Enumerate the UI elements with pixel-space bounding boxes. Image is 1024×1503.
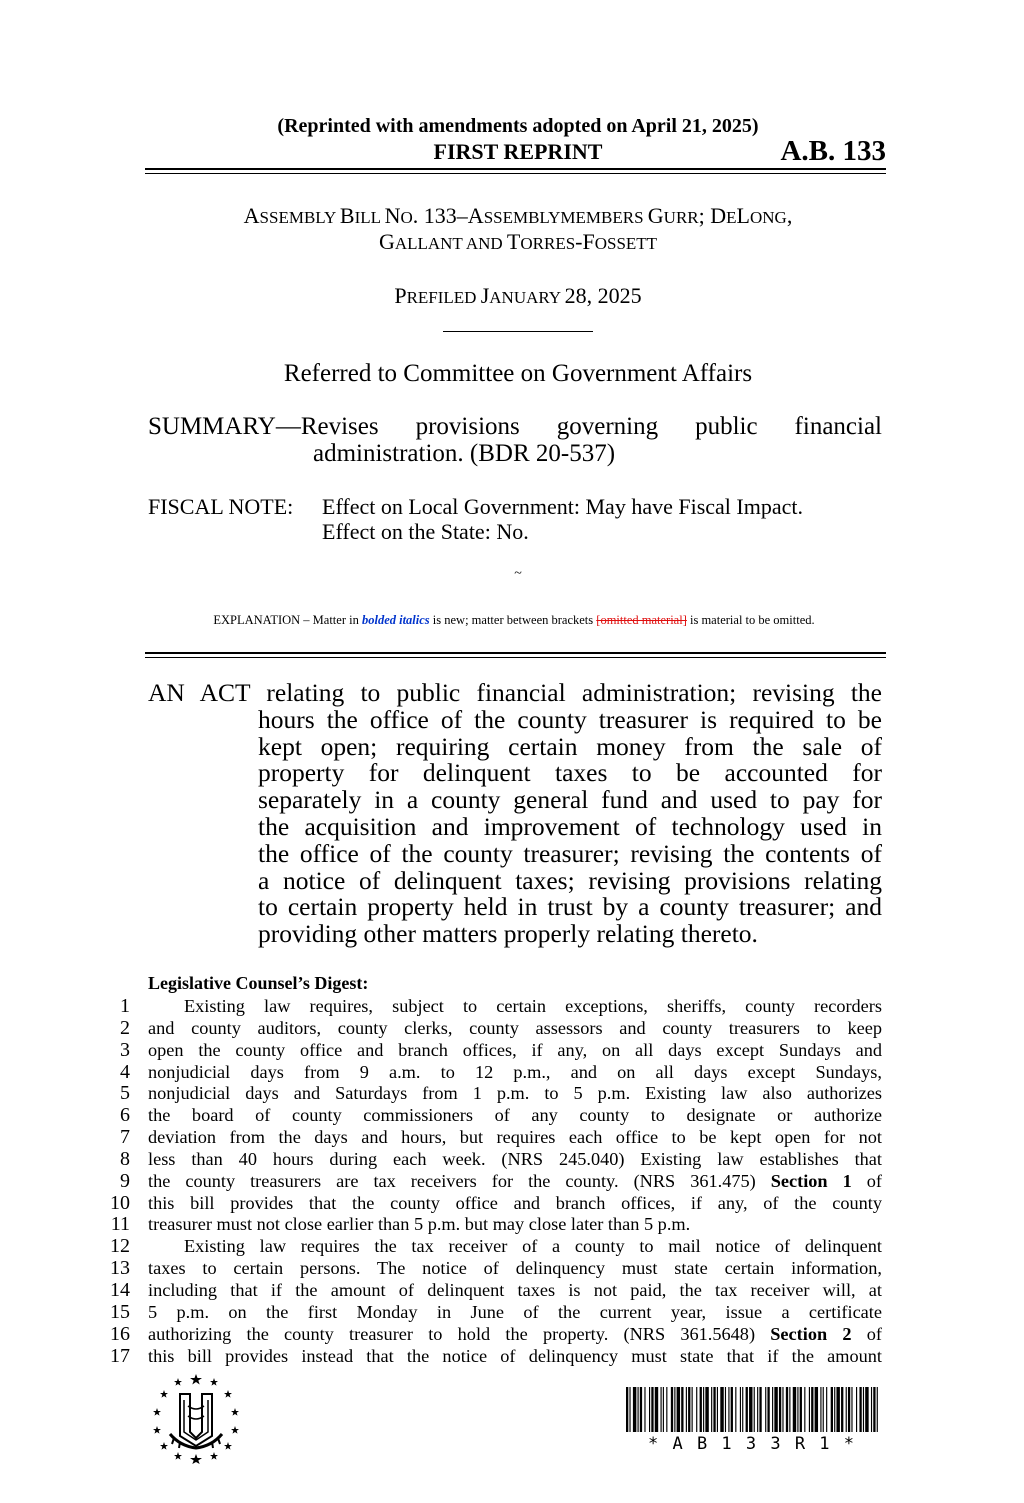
digest-line [100,1302,882,1324]
barcode-bar [655,1387,658,1432]
sponsor-line-1-part: B [339,203,355,228]
digest-line-text: Existing law requires the tax receiver of a county to mail notice of delinquent [184,1236,882,1257]
digest-text-post: of [851,1323,882,1344]
digest-line [100,1040,882,1062]
referred-committee: Referred to Committee on Government Affairs [283,360,753,387]
barcode-bar [705,1387,708,1432]
digest-text-pre: authorizing the county treasurer to hold the property. (NRS 361.5648) [148,1323,771,1344]
nevada-seal-logo [150,1372,242,1464]
barcode-bar [749,1387,752,1432]
barcode-bar [735,1387,736,1432]
digest-line-text: this bill provides instead that the notice of delinquency must state that if the amount [148,1345,882,1366]
fiscal-note-state: Effect on the State: No. [322,519,529,544]
barcode-bar [713,1387,715,1432]
barcode-label: * A B 1 3 3 R 1 * [648,1434,856,1454]
barcode-bar [836,1387,839,1432]
line-number: 17 [110,1344,130,1367]
act-title-line: a notice of delinquent taxes; revising provisions relating [258,865,882,895]
barcode-bar [859,1387,861,1432]
act-title-line: hours the office of the county treasurer is required to be [258,704,882,734]
barcode-bar [863,1387,864,1432]
line-number: 3 [120,1038,130,1061]
prefiled-part: 28, 2025 [564,283,642,308]
line-number: 1 [120,995,130,1017]
sponsor-line-1-part: URR [663,208,699,227]
barcode-bar [800,1387,802,1432]
bill-number: A.B. 133 [780,135,886,167]
barcode [626,1387,878,1432]
line-number: 6 [120,1104,130,1127]
digest-line [100,996,882,1018]
digest-line-text: treasurer must not close earlier than 5 p.m. but may close later than 5 p.m. [148,1214,691,1235]
barcode-bar [717,1387,718,1432]
header-rule-top [145,168,886,170]
line-number: 13 [110,1257,130,1280]
sponsor-line-1-part: SSEMBLY [259,208,340,227]
barcode-bar [811,1387,813,1432]
digest-line-text [148,1324,882,1346]
barcode-bar [674,1387,675,1432]
digest-body [100,996,882,1367]
barcode-bar [865,1387,868,1432]
barcode-bar [626,1387,628,1432]
digest-line [100,1127,882,1149]
barcode-bar [772,1387,773,1432]
line-number: 7 [120,1126,130,1149]
digest-line [100,1105,882,1127]
digest-line-text: nonjudicial days from 9 a.m. to 12 p.m., and on all days except Sundays, [148,1061,882,1082]
barcode-bar [877,1387,878,1432]
act-title-line: property for delinquent taxes to be accounted for [258,758,882,788]
digest-line-text: deviation from the days and hours, but requires each office to be kept open for not [148,1127,882,1148]
barcode-bar [661,1387,662,1432]
barcode-bar [782,1387,783,1432]
digest-line [100,1280,882,1302]
barcode-bar [649,1387,650,1432]
line-number: 4 [120,1060,130,1083]
prefiled-date [0,283,1024,309]
fiscal-note-label: FISCAL NOTE: [148,494,294,519]
barcode-bar [651,1387,653,1432]
line-number: 16 [110,1322,130,1345]
line-number: 2 [120,1016,130,1039]
explanation-suffix: is material to be omitted. [686,613,815,627]
explanation-middle: is new; matter between brackets [429,613,597,627]
digest-line-text: less than 40 hours during each week. (NRS 245.040) Existing law establishes that [148,1148,882,1169]
barcode-bar [871,1387,872,1432]
line-number: 14 [110,1278,130,1301]
barcode-bar [720,1387,723,1432]
digest-line [100,1149,882,1171]
barcode-bar [640,1387,642,1432]
act-title-line: the office of the county treasurer; revising the contents of [258,838,882,868]
barcode-bar [767,1387,769,1432]
sponsor-line-1-part: . 133–A [412,203,484,228]
barcode-bar [779,1387,781,1432]
barcode-bar [846,1387,847,1432]
digest-line [100,1346,882,1368]
digest-line [100,1018,882,1040]
barcode-bar [823,1387,824,1432]
digest-line-text: the board of county commissioners of any county to designate or authorize [148,1105,882,1126]
digest-text-post: of [851,1170,882,1191]
barcode-bar [633,1387,636,1432]
barcode-bar [815,1387,818,1432]
sponsor-line-1-part: A [243,203,260,228]
sponsor-line-1-part: G [647,203,664,228]
barcode-bar [834,1387,835,1432]
barcode-bar [731,1387,733,1432]
barcode-bar [740,1387,741,1432]
header-rule-bottom [145,173,886,174]
sponsor-line-2-part: T [506,229,521,254]
barcode-bar [688,1387,690,1432]
prefiled-part: P [394,283,407,308]
barcode-bar [677,1387,680,1432]
sponsor-line-1-part: L [736,203,750,228]
digest-line-text: nonjudicial days and Saturdays from 1 p.m. to 5 p.m. Existing law also authorizes [148,1083,882,1104]
digest-line-text: including that if the amount of delinquent taxes is not paid, the tax receiver will, at [148,1279,882,1300]
barcode-bar [638,1387,639,1432]
sponsor-line-2 [0,229,1024,255]
section-reference: Section 1 [770,1170,852,1191]
barcode-bar [851,1387,852,1432]
sponsor-line-1-part: , [786,203,793,228]
barcode-bar [856,1387,857,1432]
barcode-bar [786,1387,788,1432]
line-number: 5 [120,1082,130,1105]
barcode-bar [809,1387,810,1432]
digest-line-text [148,1171,882,1193]
digest-line [100,1193,882,1215]
digest-line [100,1236,882,1258]
act-title-line: separately in a county general fund and used to pay for [258,785,882,815]
sponsor-line-1-part: SSEMBLYMEMBERS [483,208,648,227]
sponsor-line-1-part: E [726,208,737,227]
sponsor-line-2-part: -F [575,229,595,254]
prefiled-part: ANUARY [489,288,565,307]
line-number: 15 [110,1300,130,1323]
barcode-bar [742,1387,743,1432]
act-title-line: providing other matters properly relating thereto. [258,919,758,949]
barcode-bar [804,1387,805,1432]
digest-line-text: this bill provides that the county office and branch offices, if any, of the county [148,1192,882,1213]
barcode-bar [728,1387,729,1432]
barcode-bar [759,1387,761,1432]
digest-line-text: open the county office and branch offices, if any, on all days except Sundays and [148,1039,882,1060]
sponsor-line-1-part: ; D [698,203,727,228]
sponsor-line-2-part: G [378,229,395,254]
digest-line [100,1258,882,1280]
line-number: 12 [110,1235,130,1258]
prefiled-part: REFILED [406,288,481,307]
sponsor-line-1 [0,203,1024,229]
barcode-bar [725,1387,726,1432]
act-title-line: the acquisition and improvement of technology used in [258,811,882,841]
explanation-line [0,613,1024,628]
barcode-bar [696,1387,697,1432]
explanation-prefix: EXPLANATION – Matter in [213,613,362,627]
tilde-mark: ~ [514,566,522,581]
sponsor-line-2-part: ALLANT AND [394,234,507,253]
first-reprint-label: FIRST REPRINT [433,139,603,164]
sponsor-line-1-part: O [400,208,413,227]
barcode-bar [820,1387,821,1432]
barcode-bar [692,1387,693,1432]
digest-heading: Legislative Counsel’s Digest: [148,973,369,993]
sponsor-line-2-part: ORRES [520,234,576,253]
digest-line-text: 5 p.m. on the first Monday in June of the current year, issue a certificate [148,1301,882,1322]
act-title-line: to certain property held in trust by a county treasurer; and [258,892,882,922]
barcode-bar [671,1387,673,1432]
barcode-bar [644,1387,645,1432]
barcode-bar [629,1387,630,1432]
digest-line-text: and county auditors, county clerks, county assessors and county treasurers to keep [148,1017,882,1038]
barcode-bar [848,1387,850,1432]
prefiled-part: J [480,283,490,308]
sponsor-line-1-part: ILL [354,208,385,227]
digest-line [100,1083,882,1105]
summary-line-1: SUMMARY—Revises provisions governing public financial [148,413,882,440]
barcode-bar [841,1387,843,1432]
digest-line [100,1171,882,1193]
sponsor-line-2-part: OSSETT [594,234,658,253]
barcode-bar [663,1387,664,1432]
barcode-bar [793,1387,796,1432]
barcode-bar [703,1387,704,1432]
barcode-bar [757,1387,758,1432]
short-divider [443,331,593,332]
barcode-bar [873,1387,875,1432]
sponsor-line-1-part: N [384,203,401,228]
line-number: 9 [120,1169,130,1192]
section-reference: Section 2 [770,1323,852,1344]
barcode-bar [765,1387,766,1432]
line-number: 10 [110,1191,130,1214]
new-matter-sample: bolded italics [361,613,430,627]
barcode-bar [789,1387,790,1432]
digest-line [100,1214,882,1236]
barcode-bar [711,1387,712,1432]
barcode-bar [774,1387,777,1432]
digest-line [100,1062,882,1084]
omitted-matter-sample: [omitted material] [596,613,687,627]
barcode-bar [754,1387,755,1432]
explanation-rule-bottom [145,657,886,658]
barcode-bar [831,1387,833,1432]
explanation-rule-top [145,652,886,654]
act-title-block [148,680,882,948]
barcode-bar [681,1387,683,1432]
digest-line-text: taxes to certain persons. The notice of delinquency must state certain information, [148,1258,882,1279]
barcode-bar [666,1387,667,1432]
digest-line-text: Existing law requires, subject to certain exceptions, sheriffs, county recorders [184,996,882,1016]
barcode-bar [797,1387,798,1432]
line-number: 8 [120,1147,130,1170]
barcode-bar [746,1387,748,1432]
act-title-line: kept open; requiring certain money from the sale of [258,731,882,761]
digest-line [100,1324,882,1346]
summary-line-2: administration. (BDR 20-537) [313,440,616,467]
fiscal-note-local: Effect on Local Government: May have Fiscal Impact. [322,494,803,519]
sponsor-line-1-part: ONG [749,208,787,227]
digest-text-pre: the county treasurers are tax receivers for the county. (NRS 361.475) [148,1170,771,1191]
barcode-bar [686,1387,687,1432]
reprint-note: (Reprinted with amendments adopted on April 21, 2025) [277,115,759,137]
barcode-bar [700,1387,702,1432]
barcode-bar [826,1387,827,1432]
act-title-line: AN ACT relating to public financial administration; revising the [148,678,882,707]
line-number: 11 [110,1213,130,1236]
